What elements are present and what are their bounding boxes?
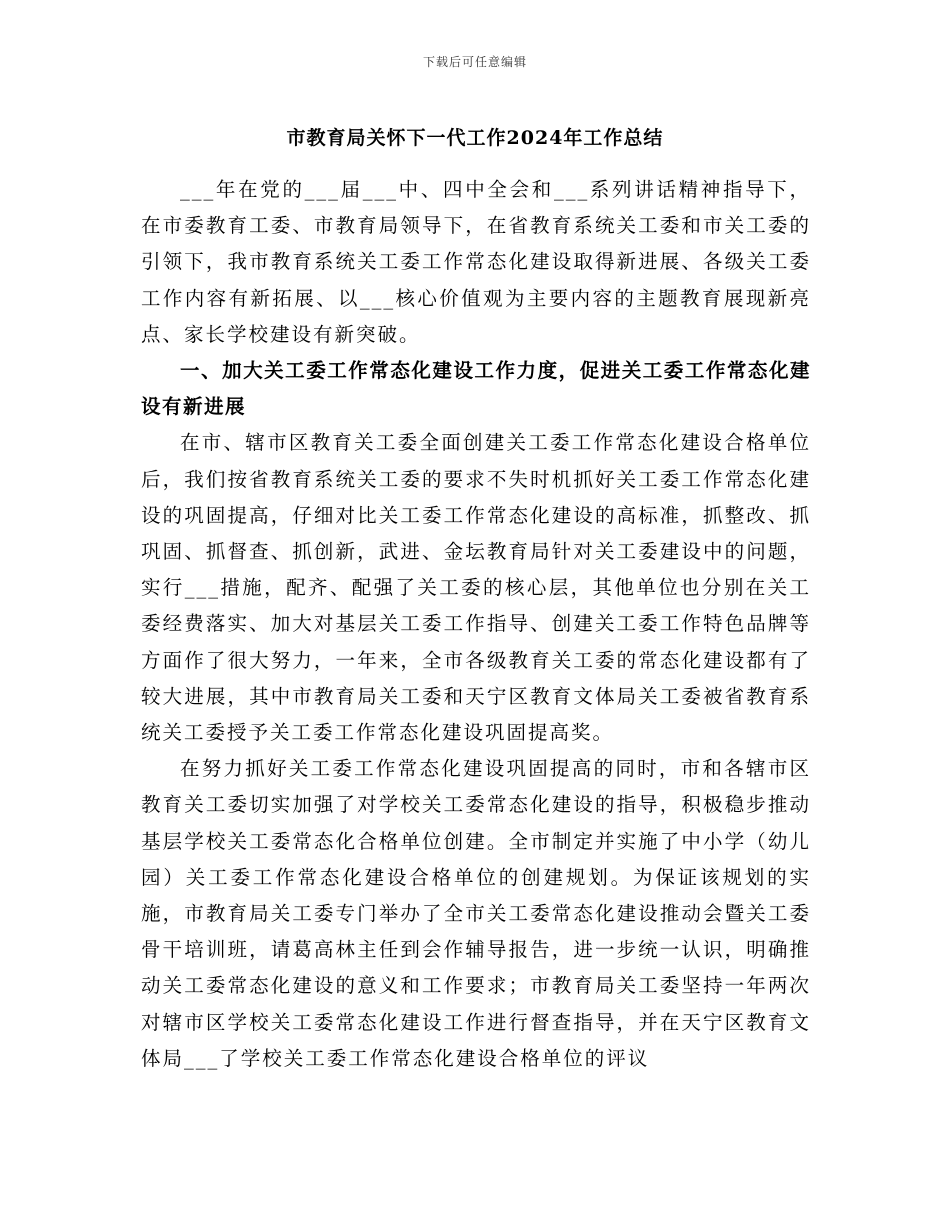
document-body <box>141 172 811 1077</box>
body-paragraph: 在市、辖市区教育关工委全面创建关工委工作常态化建设合格单位后，我们按省教育系统关工委的要求不失时机抓好关工委工作常态化建设的巩固提高，仔细对比关工委工作常态化建设的高标准，抓整改、抓巩固、抓督查、抓创新，武进、金坛教育局针对关工委建设中的问题，实行___措施，配齐、配强了关工委的核心层，其他单位也分别在关工委经费落实、加大对基层关工委工作指导、创建关工委工作特色品牌等方面作了很大努力，一年来，全市各级教育关工委的常态化建设都有了较大进展，其中市教育局关工委和天宁区教育文体局关工委被省教育系统关工委授予关工委工作常态化建设巩固提高奖。 <box>141 431 811 745</box>
page-header-note: 下载后可任意编辑 <box>422 55 527 69</box>
intro-paragraph: ___年在党的___届___中、四中全会和___系列讲话精神指导下，在市委教育工委、市教育局领导下，在省教育系统关工委和市关工委的引领下，我市教育系统关工委工作常态化建设取得新进展、各级关工委工作内容有新拓展、以___核心价值观为主要内容的主题教育展现新亮点、家长学校建设有新突破。 <box>141 178 811 346</box>
document-title: 市教育局关怀下一代工作2024年工作总结 <box>286 127 664 149</box>
body-paragraph: 在努力抓好关工委工作常态化建设巩固提高的同时，市和各辖市区教育关工委切实加强了对学校关工委常态化建设的指导，积极稳步推动基层学校关工委常态化合格单位创建。全市制定并实施了中小学（幼儿园）关工委工作常态化建设合格单位的创建规划。为保证该规划的实施，市教育局关工委专门举办了全市关工委常态化建设推动会暨关工委骨干培训班，请葛高林主任到会作辅导报告，进一步统一认识，明确推动关工委常态化建设的意义和工作要求；市教育局关工委坚持一年两次对辖市区学校关工委常态化建设工作进行督查指导，并在天宁区教育文体局___了学校关工委工作常态化建设合格单位的评议 <box>141 757 811 1070</box>
section-heading-1: 一、加大关工委工作常态化建设工作力度，促进关工委工作常态化建设有新进展 <box>141 359 811 419</box>
